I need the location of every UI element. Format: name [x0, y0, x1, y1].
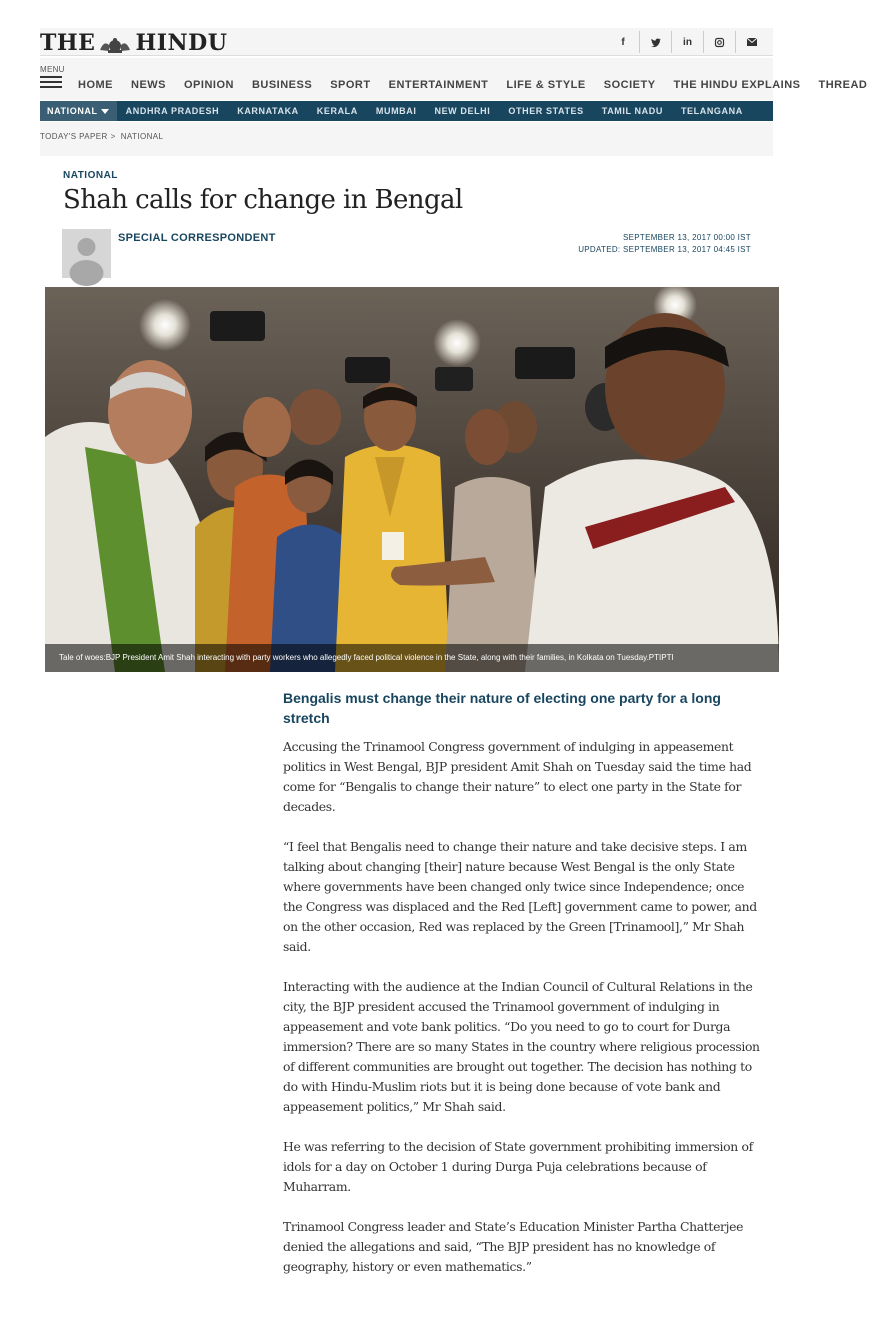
article-paragraph: He was referring to the decision of State government prohibiting immersion of idols for a day on October 1 during Durga Puja celebrations because of Muharram. [283, 1139, 753, 1194]
main-navigation [40, 58, 868, 100]
subnav-item-andhra-pradesh[interactable]: ANDHRA PRADESH [125, 106, 220, 116]
author-name[interactable]: SPECIAL CORRESPONDENT [118, 232, 276, 244]
masthead [40, 28, 773, 56]
menu-button[interactable] [40, 65, 64, 91]
linkedin-icon[interactable]: in [671, 31, 703, 53]
mail-icon[interactable] [735, 31, 767, 53]
article-headline: Shah calls for change in Bengal [63, 185, 463, 215]
subnav-item-mumbai[interactable]: MUMBAI [375, 106, 417, 116]
twitter-icon[interactable] [639, 31, 671, 53]
breadcrumb [40, 132, 163, 141]
nav-links [78, 79, 885, 91]
section-label: NATIONAL [47, 106, 98, 116]
breadcrumb-bar [40, 122, 773, 156]
hero-image [45, 287, 779, 672]
logo-text-right: HINDU [135, 30, 228, 56]
section-dropdown[interactable] [40, 101, 117, 121]
photo-illustration [45, 287, 779, 672]
breadcrumb-todays-paper[interactable]: TODAY'S PAPER [40, 132, 108, 141]
nav-item-home[interactable]: HOME [78, 79, 113, 91]
subnav-item-other-states[interactable]: OTHER STATES [508, 106, 584, 116]
nav-item-society[interactable]: SOCIETY [603, 79, 656, 91]
nav-item-explains[interactable]: THE HINDU EXPLAINS [673, 79, 801, 91]
nav-item-thread[interactable]: THREAD [818, 79, 868, 91]
article-summary: Bengalis must change their nature of electing one party for a long stretch [283, 690, 721, 726]
facebook-icon[interactable]: f [621, 36, 625, 48]
article-dates [578, 232, 751, 256]
nav-item-opinion[interactable]: OPINION [184, 79, 234, 91]
subnav-item-tamil-nadu[interactable]: TAMIL NADU [601, 106, 663, 116]
article-body [283, 737, 761, 1297]
subnav-item-karnataka[interactable]: KARNATAKA [237, 106, 299, 116]
subnav-item-kerala[interactable]: KERALA [316, 106, 358, 116]
nav-item-entertainment[interactable]: ENTERTAINMENT [388, 79, 489, 91]
published-date: SEPTEMBER 13, 2017 00:00 IST [622, 233, 751, 242]
social-links [607, 31, 767, 53]
caret-down-icon [101, 109, 109, 114]
crest-icon [98, 34, 132, 52]
hamburger-icon [40, 76, 64, 88]
instagram-icon[interactable] [703, 31, 735, 53]
author-avatar [62, 229, 111, 278]
breadcrumb-national[interactable]: NATIONAL [120, 132, 164, 141]
breadcrumb-separator: > [110, 132, 116, 141]
image-caption: Tale of woes:BJP President Amit Shah interacting with party workers who allegedly faced political violence in the State, along with their families, in Kolkata on Tuesday.PTIPTI [45, 644, 779, 672]
subnav-item-new-delhi[interactable]: NEW DELHI [434, 106, 491, 116]
article-paragraph: Trinamool Congress leader and State’s Education Minister Partha Chatterjee denied the allegations and said, “The BJP president has no knowledge of geography, history or even mathematics.” [283, 1219, 744, 1274]
nav-item-news[interactable]: NEWS [131, 79, 166, 91]
nav-item-life-style[interactable]: LIFE & STYLE [506, 79, 586, 91]
article-section-label[interactable]: NATIONAL [63, 170, 118, 181]
article-paragraph: Accusing the Trinamool Congress government of indulging in appeasement politics in West Bengal, BJP president Amit Shah on Tuesday said the time had come for “Bengalis to change their nature” to elect one party in the State for decades. [283, 739, 752, 814]
menu-label: MENU [40, 65, 65, 74]
logo-text-left: THE [40, 30, 96, 56]
section-subnav [40, 101, 773, 121]
article-paragraph: Interacting with the audience at the Indian Council of Cultural Relations in the city, the BJP president accused the Trinamool government of indulging in appeasement and vote bank politics. “Do you need to go to court for Durga immersion? There are so many States in the country where religious procession of different communities are brought out together. The decision has nothing to do with Hindu-Muslim riots but it is being done because of vote bank and appeasement politics,” Mr Shah said. [283, 979, 760, 1114]
nav-item-sport[interactable]: SPORT [330, 79, 371, 91]
site-logo[interactable] [40, 30, 227, 56]
subnav-item-telangana[interactable]: TELANGANA [680, 106, 743, 116]
nav-item-business[interactable]: BUSINESS [251, 79, 313, 91]
article-paragraph: “I feel that Bengalis need to change their nature and take decisive steps. I am talking about changing [their] nature because West Bengal is the only State where governments have been changed only twice since Independence; once the Congress was displaced and the Red [Left] government came to power, and on the other occasion, Red was replaced by the Green [Trinamool],” Mr Shah said. [283, 839, 757, 954]
updated-date: UPDATED: SEPTEMBER 13, 2017 04:45 IST [578, 245, 751, 254]
